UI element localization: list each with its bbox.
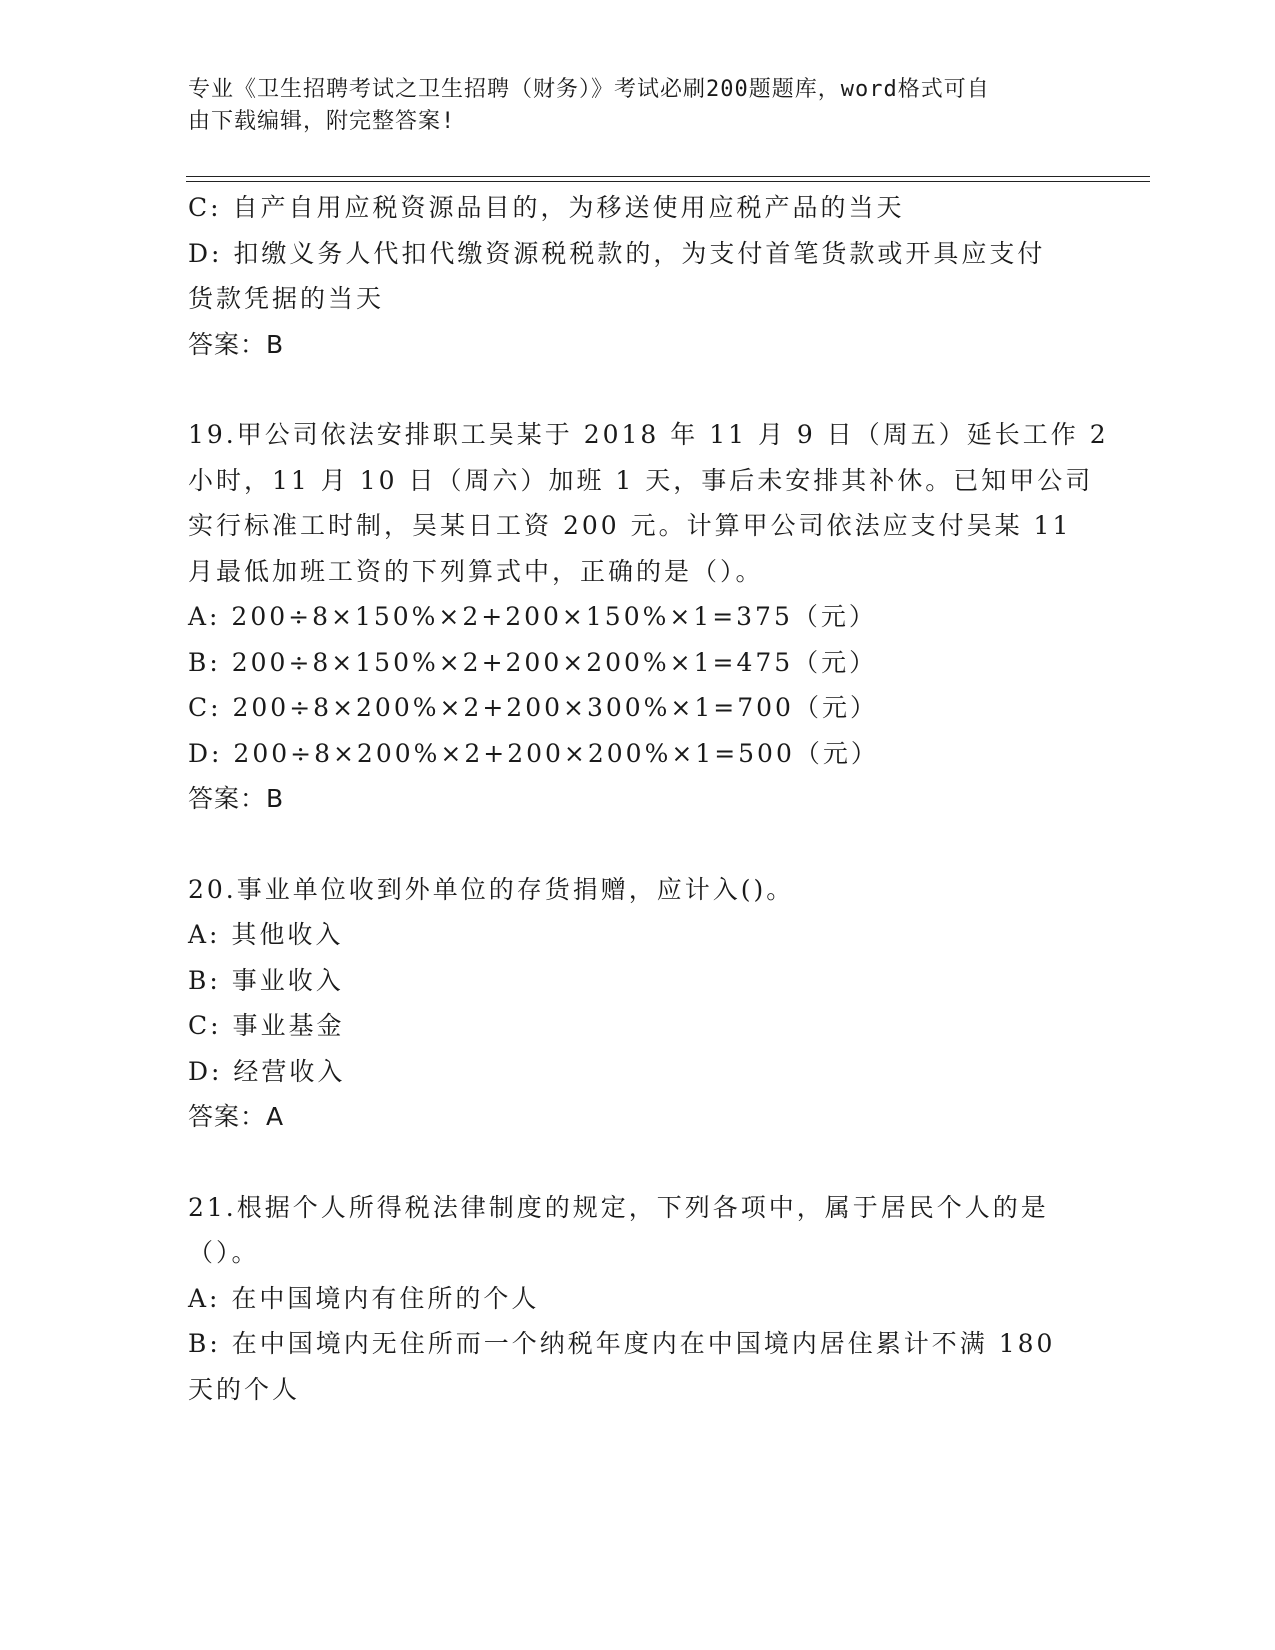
q18-option-d-line-1: D: 扣缴义务人代扣代缴资源税税款的，为支付首笔货款或开具应支付	[188, 238, 1046, 268]
header-title-line-2: 由下载编辑，附完整答案!	[188, 109, 456, 134]
q20-option-c: C: 事业基金	[188, 1011, 345, 1040]
spacer	[188, 822, 1068, 867]
q19-option-d: D: 200÷8×200%×2+200×200%×1=500（元）	[188, 738, 879, 768]
q20-stem: 20.事业单位收到外单位的存货捐赠，应计入()。	[188, 874, 795, 904]
question-19	[188, 412, 1109, 822]
q18-option-d-line-2: 货款凭据的当天	[188, 284, 385, 313]
document-body	[188, 185, 1109, 1412]
q19-stem-line-3: 实行标准工时制，吴某日工资 200 元。计算甲公司依法应支付吴某 11	[188, 511, 1072, 540]
q18-answer: 答案：B	[188, 329, 285, 359]
q19-option-a: A: 200÷8×150%×2+200×150%×1=375（元）	[188, 602, 877, 631]
q19-option-c: C: 200÷8×200%×2+200×300%×1=700（元）	[188, 693, 878, 722]
question-18-tail	[188, 185, 1068, 367]
q21-option-b-line-1: B: 在中国境内无住所而一个纳税年度内在中国境内居住累计不满 180	[188, 1329, 1056, 1358]
q19-stem-line-4: 月最低加班工资的下列算式中，正确的是（）。	[188, 556, 764, 586]
q19-answer: 答案：B	[188, 784, 285, 813]
q21-option-b-line-2: 天的个人	[188, 1374, 301, 1404]
question-20	[188, 867, 1068, 1140]
header-double-rule	[186, 176, 1150, 182]
q21-stem-line-2: （）。	[188, 1238, 260, 1267]
q21-stem-line-1: 21.根据个人所得税法律制度的规定，下列各项中，属于居民个人的是	[188, 1192, 1049, 1222]
q19-stem-line-2: 小时，11 月 10 日（周六）加班 1 天，事后未安排其补休。已知甲公司	[188, 465, 1094, 495]
header-title-line-1: 专业《卫生招聘考试之卫生招聘（财务）》考试必刷200题题库，word格式可自	[188, 77, 990, 102]
document-header	[188, 74, 1088, 138]
q20-answer: 答案：A	[188, 1102, 285, 1131]
q20-option-a: A: 其他收入	[188, 920, 344, 949]
spacer	[188, 367, 1068, 412]
q20-option-b: B: 事业收入	[188, 965, 344, 995]
q18-option-c: C: 自产自用应税资源品目的，为移送使用应税产品的当天	[188, 193, 905, 222]
q19-option-b: B: 200÷8×150%×2+200×200%×1=475（元）	[188, 647, 878, 677]
q21-option-a: A: 在中国境内有住所的个人	[188, 1283, 540, 1313]
q19-stem-line-1: 19.甲公司依法安排职工吴某于 2018 年 11 月 9 日（周五）延长工作 2	[188, 420, 1109, 449]
question-21	[188, 1185, 1068, 1413]
q20-option-d: D: 经营收入	[188, 1056, 346, 1086]
spacer	[188, 1140, 1068, 1185]
